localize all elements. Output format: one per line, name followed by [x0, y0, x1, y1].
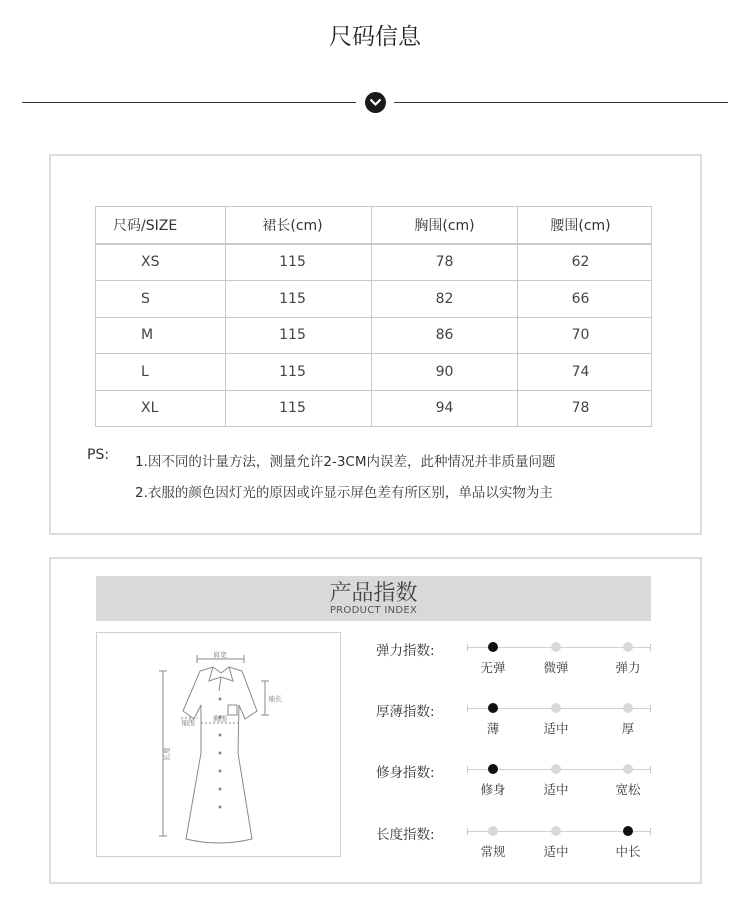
- table-cell: 74: [518, 354, 652, 391]
- diagram-label: 袖长: [268, 695, 282, 703]
- table-cell: 115: [226, 281, 372, 318]
- table-cell: XL: [96, 390, 226, 427]
- product-index-subtitle: PRODUCT INDEX: [329, 605, 418, 616]
- table-row: [96, 354, 652, 391]
- diagram-label: 肩宽: [213, 651, 227, 659]
- column-header: 裙长(cm): [226, 207, 372, 244]
- track-end-tick: [650, 828, 651, 835]
- note-item: 2.衣服的颜色因灯光的原因或许显示屏色差有所区别，单品以实物为主: [135, 485, 553, 501]
- index-dot: [623, 703, 633, 713]
- table-cell: XS: [96, 244, 226, 281]
- track-end-tick: [650, 644, 651, 651]
- table-cell: 115: [226, 354, 372, 391]
- table-cell: 90: [372, 354, 518, 391]
- page-title: 尺码信息: [329, 24, 421, 50]
- divider-right: [394, 102, 728, 103]
- index-dot: [551, 826, 561, 836]
- table-cell: 78: [372, 244, 518, 281]
- index-label: 弹力指数:: [376, 643, 435, 659]
- table-cell: 86: [372, 317, 518, 354]
- table-cell: 70: [518, 317, 652, 354]
- index-dot: [551, 642, 561, 652]
- track-end-tick: [467, 828, 468, 835]
- table-row: [96, 281, 652, 318]
- table-cell: 115: [226, 390, 372, 427]
- diagram-label: 胸围: [213, 715, 227, 723]
- notes-label: PS:: [87, 447, 110, 463]
- dress-diagram: [96, 632, 341, 857]
- track-end-tick: [467, 766, 468, 773]
- table-cell: 78: [518, 390, 652, 427]
- table-header-row: [96, 207, 652, 244]
- table-row: [96, 390, 652, 427]
- index-option-label: 无弹: [480, 660, 506, 675]
- product-index-title: 产品指数: [329, 581, 418, 606]
- index-dot: [551, 764, 561, 774]
- dress-outline-illustration: [97, 633, 340, 856]
- column-header: 腰围(cm): [518, 207, 652, 244]
- index-label: 厚薄指数:: [376, 704, 435, 720]
- index-dot: [488, 826, 498, 836]
- table-row: [96, 317, 652, 354]
- note-item: 1.因不同的计量方法，测量允许2-3CM内误差，此种情况并非质量问题: [135, 454, 556, 470]
- index-label: 修身指数:: [376, 765, 435, 781]
- index-dot-selected: [488, 703, 498, 713]
- track-end-tick: [650, 705, 651, 712]
- index-option-label: 适中: [543, 721, 569, 736]
- index-option-label: 薄: [486, 721, 500, 736]
- index-option-label: 常规: [480, 844, 506, 859]
- index-dot: [623, 764, 633, 774]
- table-cell: 62: [518, 244, 652, 281]
- index-option-label: 微弹: [543, 660, 569, 675]
- track-end-tick: [467, 705, 468, 712]
- chevron-down-icon: [365, 92, 386, 113]
- table-cell: 94: [372, 390, 518, 427]
- size-table: [95, 206, 652, 427]
- index-option-label: 弹力: [615, 660, 641, 675]
- column-header: 尺码/SIZE: [96, 207, 226, 244]
- index-dot: [623, 642, 633, 652]
- table-cell: 115: [226, 317, 372, 354]
- table-cell: 82: [372, 281, 518, 318]
- index-dot-selected: [623, 826, 633, 836]
- table-cell: M: [96, 317, 226, 354]
- diagram-label: 袖围: [181, 719, 195, 727]
- index-dot-selected: [488, 642, 498, 652]
- index-dot: [551, 703, 561, 713]
- index-option-label: 修身: [480, 782, 506, 797]
- table-cell: S: [96, 281, 226, 318]
- index-option-label: 适中: [543, 844, 569, 859]
- diagram-label: 长度: [163, 747, 171, 761]
- index-option-label: 中长: [615, 844, 641, 859]
- track-end-tick: [650, 766, 651, 773]
- table-row: [96, 244, 652, 281]
- table-cell: L: [96, 354, 226, 391]
- divider-left: [22, 102, 356, 103]
- index-option-label: 宽松: [615, 782, 641, 797]
- index-label: 长度指数:: [376, 827, 435, 843]
- index-option-label: 厚: [621, 721, 635, 736]
- index-option-label: 适中: [543, 782, 569, 797]
- table-cell: 66: [518, 281, 652, 318]
- track-end-tick: [467, 644, 468, 651]
- table-cell: 115: [226, 244, 372, 281]
- index-dot-selected: [488, 764, 498, 774]
- column-header: 胸围(cm): [372, 207, 518, 244]
